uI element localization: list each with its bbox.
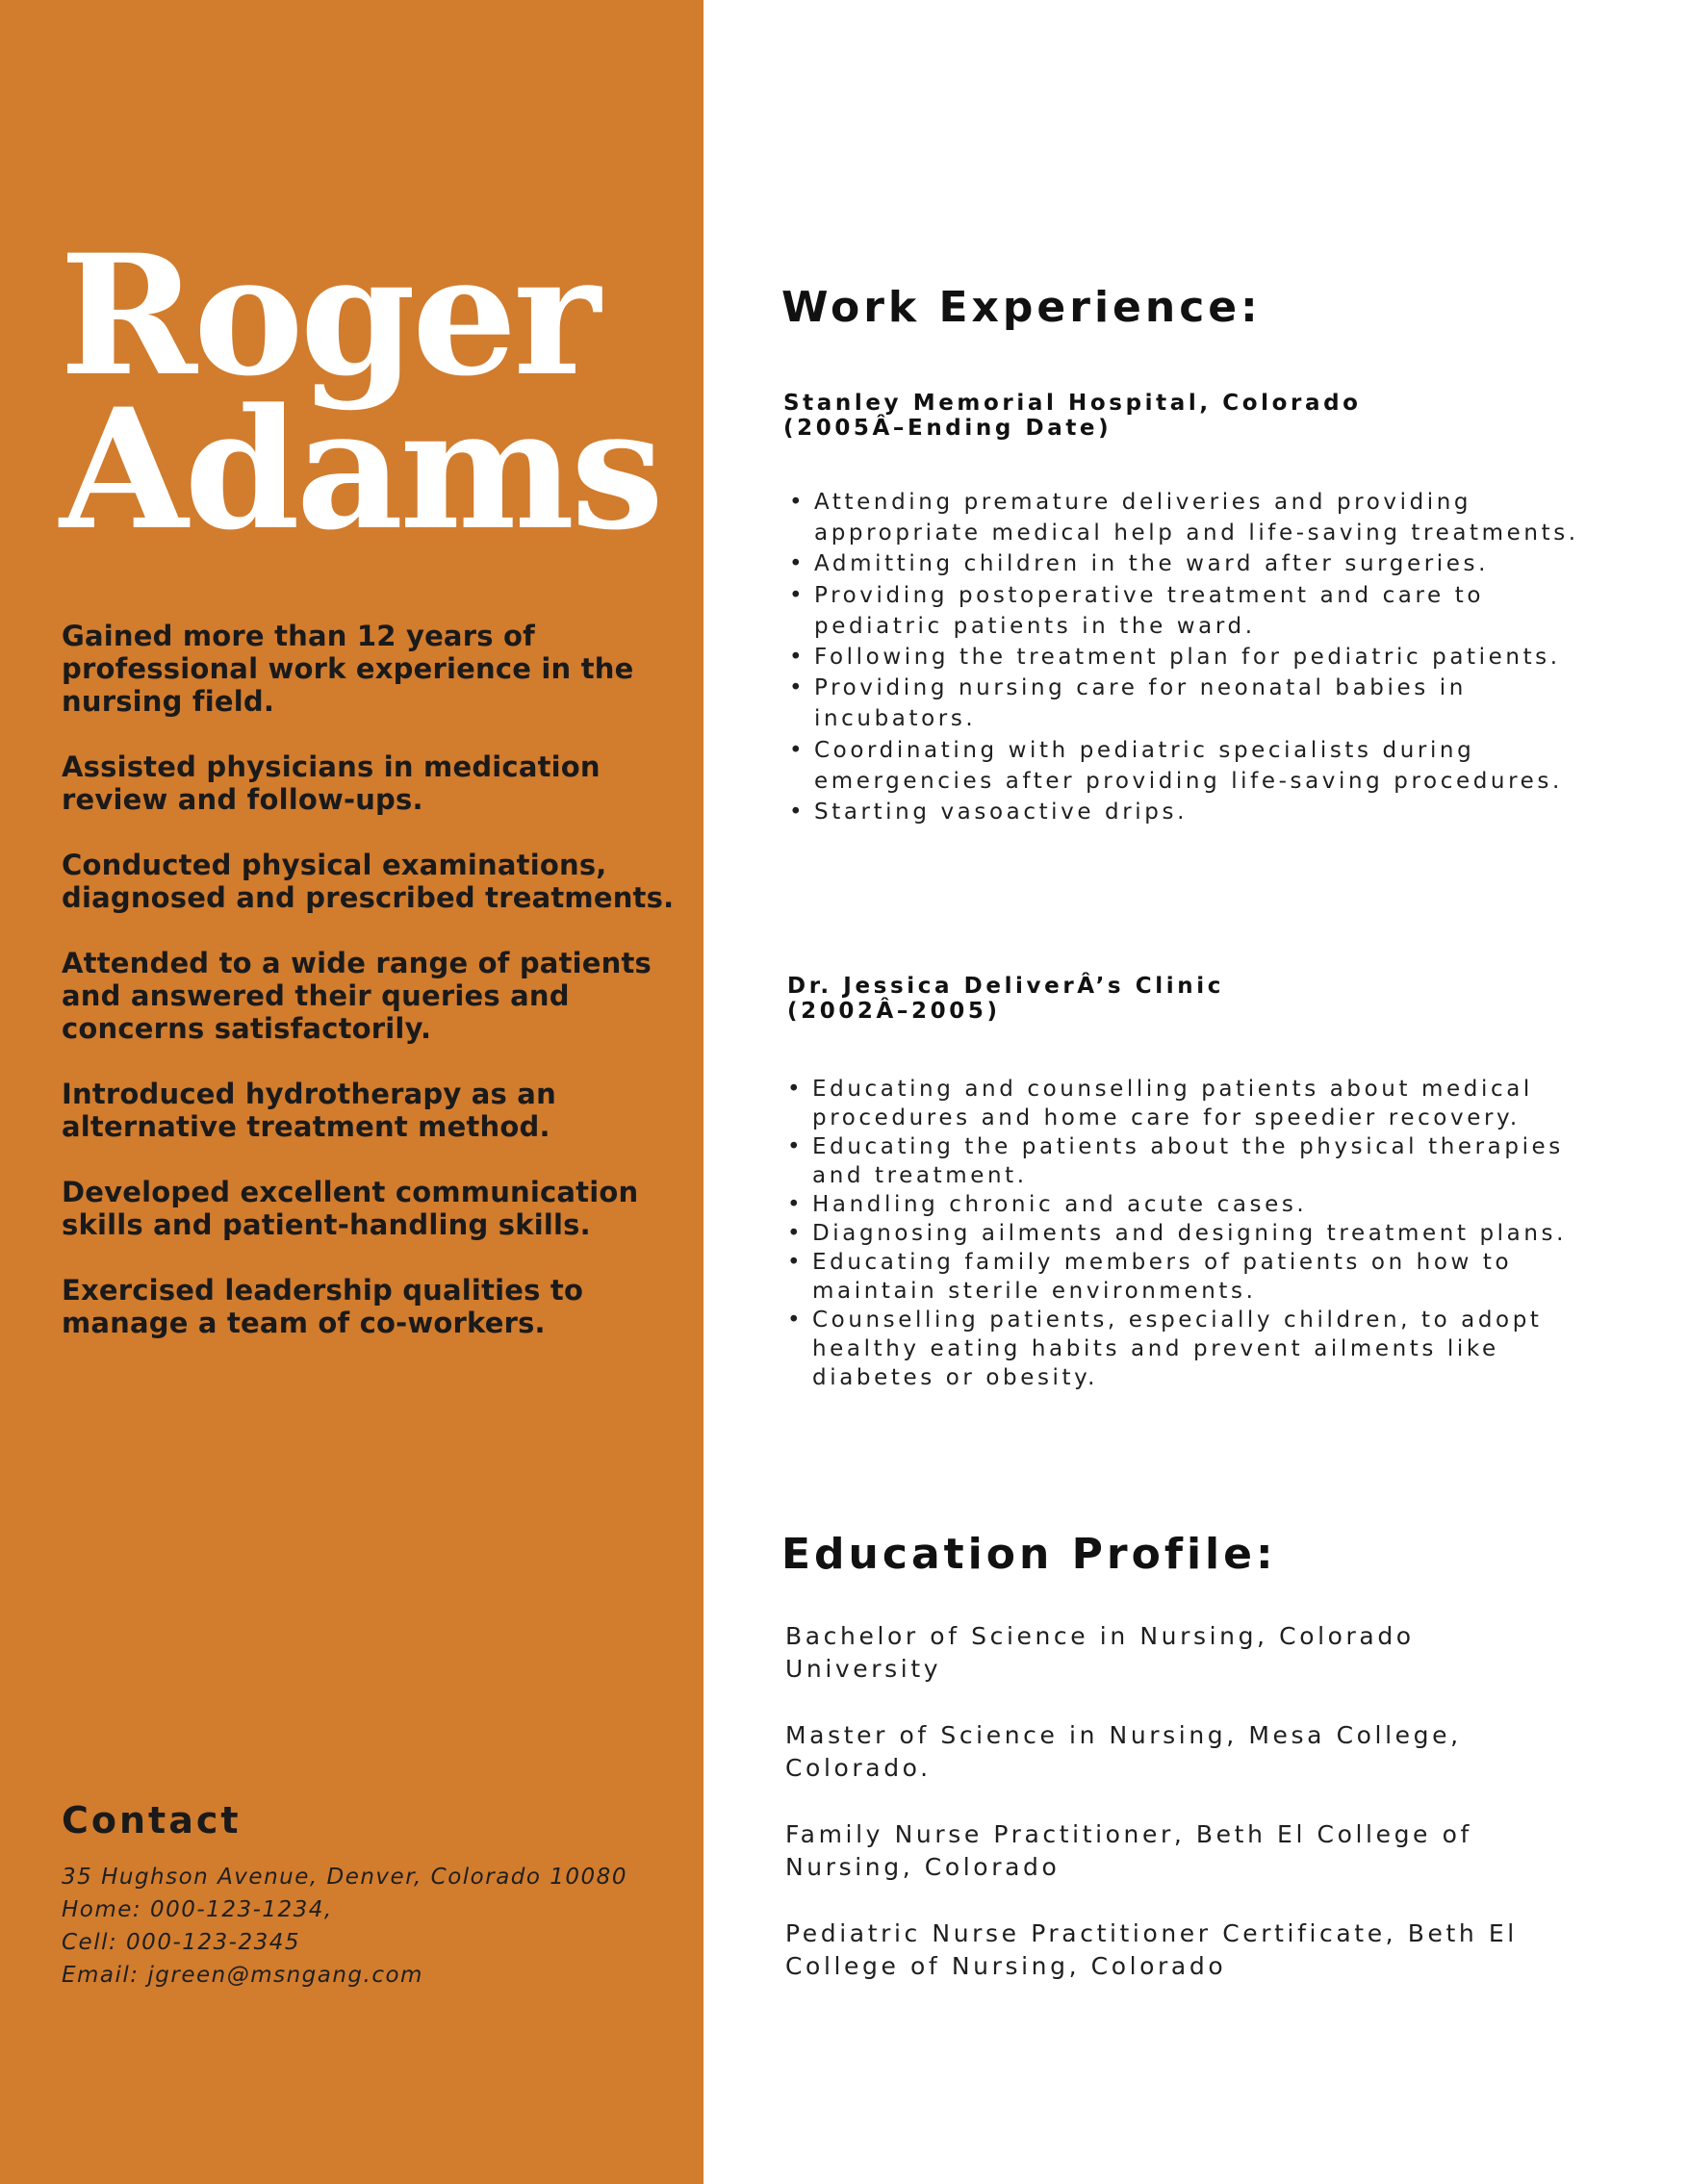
name-first: Roger	[60, 217, 597, 413]
highlights-list	[62, 620, 678, 1372]
highlight-item: Gained more than 12 years of professional work experience in the nursing field.	[62, 620, 634, 718]
education-profile-title: Education Profile:	[781, 1530, 1277, 1579]
contact-list	[62, 1861, 627, 1992]
duty-item: • Coordinating with pediatric specialists during emergencies after providing life-saving procedures.	[814, 735, 1584, 797]
education-item: Bachelor of Science in Nursing, Colorado University	[785, 1622, 1415, 1683]
duty-item: • Diagnosing ailments and designing treatment plans.	[812, 1219, 1601, 1248]
education-item: Master of Science in Nursing, Mesa College, Colorado.	[785, 1721, 1462, 1782]
highlight-item: Developed excellent communication skills and patient-handling skills.	[62, 1176, 639, 1241]
duty-item: • Counselling patients, especially children, to adopt healthy eating habits and prevent ailments like diabetes or obesity.	[812, 1306, 1601, 1392]
contact-home-phone: Home: 000-123-1234,	[62, 1897, 333, 1922]
job-dates: (2002Â–2005)	[787, 999, 1001, 1024]
education-list	[785, 1620, 1536, 2017]
work-experience-title: Work Experience:	[781, 283, 1262, 332]
job-employer: Dr. Jessica DeliverÂ’s Clinic	[787, 974, 1224, 999]
duty-item: • Following the treatment plan for pediatric patients.	[814, 642, 1584, 673]
duty-item: • Providing nursing care for neonatal babies in incubators.	[814, 673, 1584, 734]
contact-heading: Contact	[62, 1799, 242, 1841]
highlight-item: Assisted physicians in medication review and follow-ups.	[62, 750, 601, 816]
duty-item: • Providing postoperative treatment and care to pediatric patients in the ward.	[814, 580, 1584, 642]
education-item: Pediatric Nurse Practitioner Certificate, Beth El College of Nursing, Colorado	[785, 1919, 1518, 1980]
contact-cell-phone: Cell: 000-123-2345	[62, 1930, 300, 1955]
highlight-item: Attended to a wide range of patients and answered their queries and concerns satisfactorily.	[62, 947, 652, 1045]
duty-item: • Admitting children in the ward after surgeries.	[814, 548, 1584, 579]
contact-address: 35 Hughson Avenue, Denver, Colorado 10080	[62, 1865, 627, 1890]
duty-item: • Attending premature deliveries and providing appropriate medical help and life-saving treatments.	[814, 487, 1584, 548]
duty-item: • Handling chronic and acute cases.	[812, 1190, 1601, 1219]
duty-item: • Educating the patients about the physical therapies and treatment.	[812, 1132, 1601, 1190]
highlight-item: Conducted physical examinations, diagnosed and prescribed treatments.	[62, 849, 675, 914]
highlight-item: Introduced hydrotherapy as an alternative treatment method.	[62, 1078, 556, 1143]
education-item: Family Nurse Practitioner, Beth El College of Nursing, Colorado	[785, 1820, 1472, 1881]
job-header	[787, 974, 1224, 1024]
job-employer: Stanley Memorial Hospital, Colorado	[783, 391, 1362, 416]
contact-email: Email: jgreen@msngang.com	[62, 1963, 423, 1988]
job-dates: (2005Â–Ending Date)	[783, 416, 1113, 441]
job-header	[783, 391, 1362, 441]
duty-item: • Educating family members of patients on how to maintain sterile environments.	[812, 1248, 1601, 1306]
duty-item: • Starting vasoactive drips.	[814, 797, 1584, 827]
name-last: Adams	[60, 371, 660, 567]
highlight-item: Exercised leadership qualities to manage a team of co-workers.	[62, 1274, 584, 1339]
job-duties-list	[812, 1075, 1601, 1392]
sidebar-panel	[0, 0, 703, 2184]
duty-item: • Educating and counselling patients about medical procedures and home care for speedier recovery.	[812, 1075, 1601, 1132]
job-duties-list	[814, 487, 1584, 827]
